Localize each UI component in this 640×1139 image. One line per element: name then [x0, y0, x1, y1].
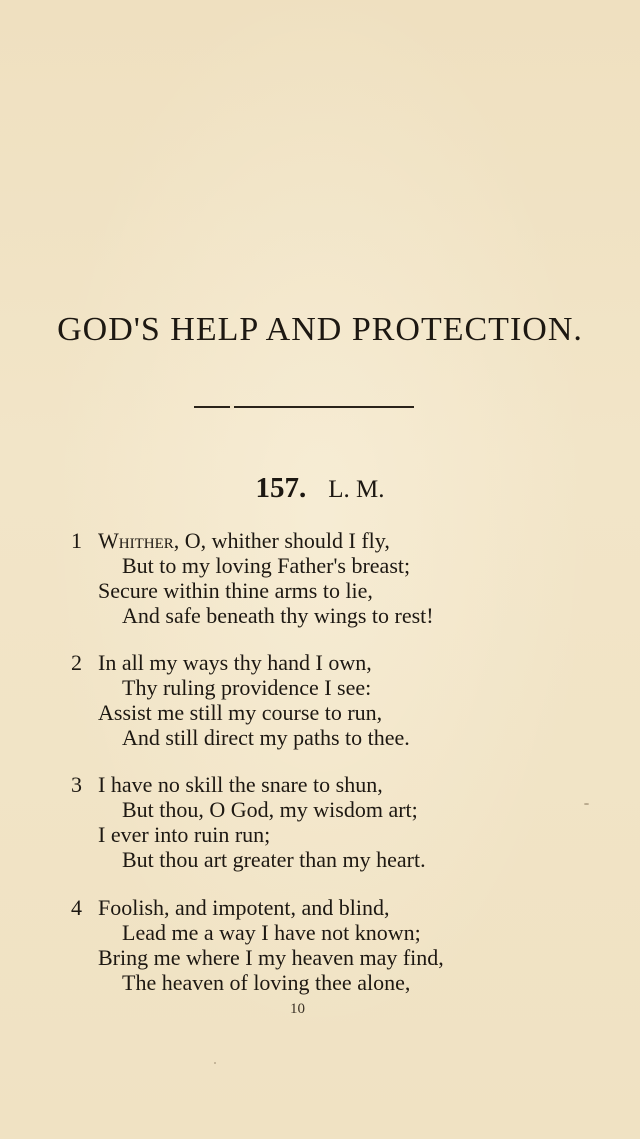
title-divider: [194, 406, 414, 408]
stanza-line: [0, 895, 640, 920]
line-text: And safe beneath thy wings to rest!: [122, 603, 434, 628]
divider-break: [230, 404, 234, 410]
line-text: Secure within thine arms to lie,: [98, 578, 373, 603]
stanza-line: [0, 725, 640, 750]
line-text: Foolish, and impotent, and blind,: [98, 895, 390, 920]
stanza-line: [0, 772, 640, 797]
line-text: Lead me a way I have not known;: [122, 920, 421, 945]
signature-mark: 10: [290, 1001, 305, 1017]
section-title: GOD'S HELP AND PROTECTION.: [57, 311, 583, 348]
stanza-1: [0, 528, 640, 628]
stanza-number: 1: [71, 528, 82, 553]
stanza-line: [0, 945, 640, 970]
first-word: Whither,: [98, 528, 180, 553]
stanza-line: [0, 528, 640, 553]
line-text: In all my ways thy hand I own,: [98, 650, 372, 675]
line-text: Thy ruling providence I see:: [122, 675, 372, 700]
hymn-number: 157.: [255, 472, 307, 504]
hymn-heading: [0, 470, 640, 508]
line-text: O, whither should I fly,: [179, 528, 390, 553]
stanza-line: [0, 603, 640, 628]
line-text: Bring me where I my heaven may find,: [98, 945, 444, 970]
line-text: I ever into ruin run;: [98, 822, 271, 847]
stanza-number: 4: [71, 895, 82, 920]
stanza-line: [0, 650, 640, 675]
stanza-number: 3: [71, 772, 82, 797]
line-text: Assist me still my course to run,: [98, 700, 383, 725]
stanza-line: [0, 847, 640, 872]
stanza-line: [0, 700, 640, 725]
stanza-line: [0, 675, 640, 700]
line-text: I have no skill the snare to shun,: [98, 772, 383, 797]
line-text: But thou, O God, my wisdom art;: [122, 797, 418, 822]
hymn-meter: L. M.: [328, 476, 385, 503]
stanza-3: [0, 772, 640, 872]
stanza-2: [0, 650, 640, 750]
stanza-line: [0, 578, 640, 603]
stanza-line: [0, 920, 640, 945]
line-text: But to my loving Father's breast;: [122, 553, 411, 578]
line-text: But thou art greater than my heart.: [122, 847, 426, 872]
stanza-line: [0, 822, 640, 847]
stanza-number: 2: [71, 650, 82, 675]
paper-speck: [584, 803, 589, 805]
stanza-line: [0, 970, 640, 995]
stanza-line: [0, 797, 640, 822]
stanza-line: [0, 553, 640, 578]
line-text: The heaven of loving thee alone,: [122, 970, 411, 995]
stanza-4: [0, 895, 640, 995]
paper-speck: [214, 1062, 216, 1064]
line-text: And still direct my paths to thee.: [122, 725, 410, 750]
